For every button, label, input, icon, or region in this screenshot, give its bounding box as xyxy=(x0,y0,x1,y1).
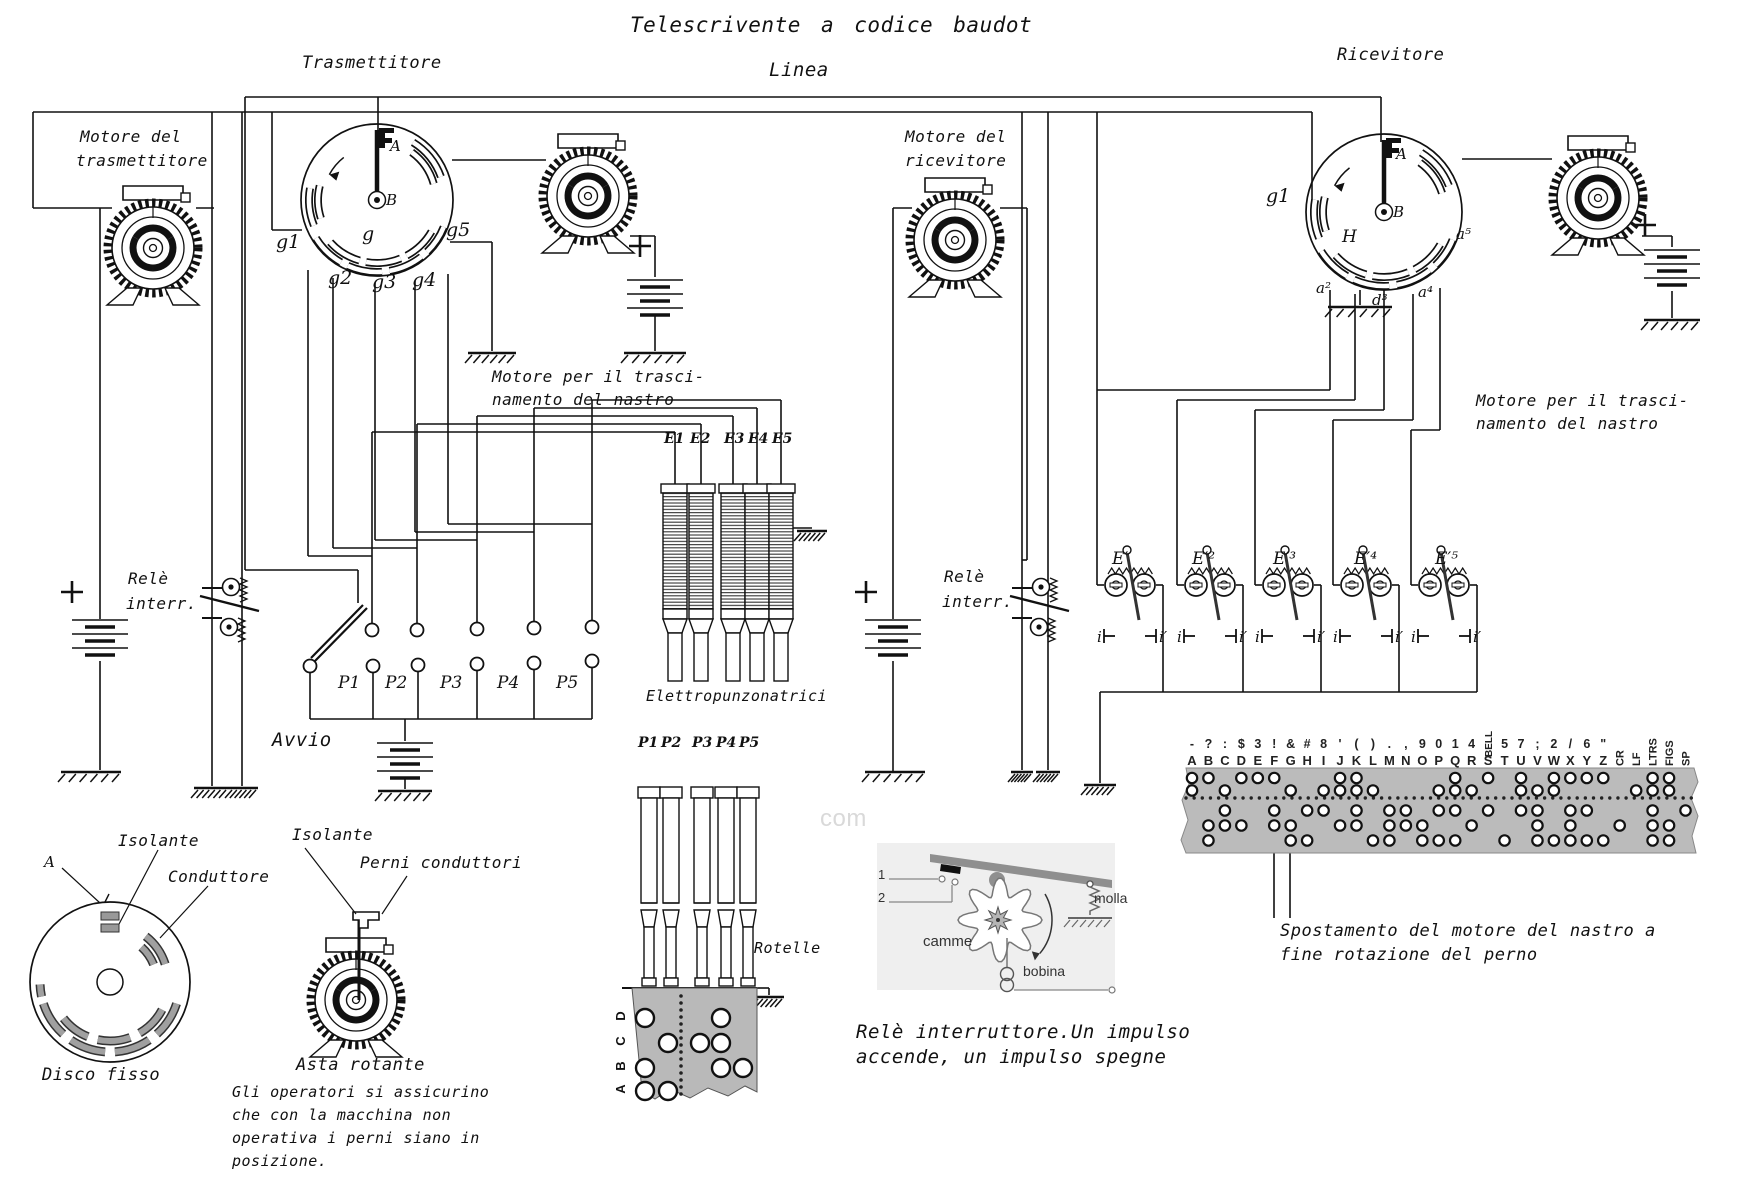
tape-char-label: N xyxy=(1401,753,1411,768)
tape-hole xyxy=(1582,805,1592,815)
rx-disc-inner-label: H xyxy=(1342,227,1357,247)
tape-hole xyxy=(1664,785,1674,795)
tx-disc-seg-g5: g5 xyxy=(446,219,471,241)
tape-hole xyxy=(1269,805,1279,815)
tape-hole xyxy=(1516,785,1526,795)
tape-hole xyxy=(1187,773,1197,783)
tape-hole xyxy=(1351,773,1361,783)
tape-hole xyxy=(1532,820,1542,830)
tape-hole xyxy=(1615,820,1625,830)
tape-char-label: F xyxy=(1270,753,1279,768)
punch-pin-icons xyxy=(622,787,759,988)
tape-fig-label: ( xyxy=(1354,737,1359,751)
solenoid-icon xyxy=(661,484,689,681)
tape-hole xyxy=(1549,773,1559,783)
ground-icon xyxy=(465,353,516,363)
punch-pin-icon xyxy=(715,787,737,986)
tx-disc-seg-g4: g4 xyxy=(412,269,437,291)
relay-contact-label-i-prime: i′ xyxy=(1317,628,1326,646)
ground-icon xyxy=(794,531,827,541)
tape-char-label: J xyxy=(1336,753,1344,768)
contact-label-p2: P2 xyxy=(385,673,408,693)
relay-contact-label-i-prime: i′ xyxy=(1159,628,1168,646)
interrupter-inset xyxy=(877,843,1115,993)
tape-char-label: M xyxy=(1383,753,1395,768)
battery-icon xyxy=(627,280,683,315)
rotating-rod-caption: Asta rotante xyxy=(296,1055,425,1075)
page-title: Telescrivente a codice baudot xyxy=(630,13,1033,37)
ground-icon xyxy=(1008,772,1033,782)
tx-tape-motor-label-1: Motore per il trasci- xyxy=(492,367,705,386)
tx-main-motor-icon xyxy=(107,186,199,305)
contact-point xyxy=(411,624,424,637)
tape-hole xyxy=(1549,785,1559,795)
solenoid-icon xyxy=(719,484,747,681)
tape-hole xyxy=(1286,785,1296,795)
rx-disc-left-label: g1 xyxy=(1266,185,1291,207)
tape-fig-label: 9 xyxy=(1418,737,1426,751)
punched-tape-block xyxy=(613,988,757,1100)
tape-hole xyxy=(1401,820,1411,830)
relay-contact-label-i-prime: i′ xyxy=(1239,628,1248,646)
rx-disc-seg-a5: a⁵ xyxy=(1456,225,1471,243)
start-contacts xyxy=(304,605,599,673)
tape-fig-label: ; xyxy=(1535,737,1540,751)
ground-icon xyxy=(58,772,121,782)
rx-motor-label-1: Motore del xyxy=(905,127,1007,146)
tx-disc-seg-g3: g3 xyxy=(372,271,397,293)
tape-char-label: D xyxy=(1236,753,1247,768)
tape-hole xyxy=(1368,785,1378,795)
tape-hole xyxy=(1598,773,1608,783)
tape-fig-label: 3 xyxy=(1254,737,1262,751)
tape-hole xyxy=(1203,835,1213,845)
tx-tape-motor-label-2: namento del nastro xyxy=(492,390,675,409)
interrupter-relay-icon xyxy=(1010,578,1069,642)
tape-fig-label: ' xyxy=(1338,737,1342,751)
fixed-disc-pointer-label: A xyxy=(44,853,55,871)
tape-note-2: fine rotazione del perno xyxy=(1280,945,1538,965)
tape-char-label: LTRS xyxy=(1647,738,1660,766)
fixed-disc-icon xyxy=(30,894,190,1062)
tape-fig-label: 0 xyxy=(1435,737,1443,751)
rx-main-motor-icon xyxy=(909,178,1001,297)
tape-hole xyxy=(1269,820,1279,830)
tape-fig-label: 2 xyxy=(1550,737,1558,751)
tape-hole xyxy=(1450,805,1460,815)
tape-char-label: C xyxy=(1220,753,1230,768)
rod-pins-label: Perni conduttori xyxy=(360,853,523,872)
tx-commutator-disc xyxy=(301,124,453,276)
tape-hole xyxy=(1532,805,1542,815)
start-label: Avvio xyxy=(272,729,332,751)
rx-relay-label-1: Relè xyxy=(944,567,985,586)
solenoid-icon xyxy=(743,484,771,681)
rx-relay-e2-label: E′² xyxy=(1192,549,1216,569)
relay-contact-label-i-prime: i′ xyxy=(1473,628,1482,646)
tape-char-label: E xyxy=(1253,753,1263,768)
tape-fig-label: - xyxy=(1189,737,1195,751)
fixed-disc-insulator-label: Isolante xyxy=(118,831,200,850)
tape-fig-label: ? xyxy=(1204,737,1213,751)
receiver-title: Ricevitore xyxy=(1337,45,1445,65)
tape-char-label: R xyxy=(1466,753,1477,768)
tape-fig-label: BELL xyxy=(1484,730,1496,757)
rx-relay-e4-label: E′⁴ xyxy=(1354,549,1378,569)
tape-fig-label: & xyxy=(1286,737,1296,751)
battery-icon xyxy=(72,620,128,655)
tx-motor-label-2: trasmettitore xyxy=(76,151,208,170)
solenoid-icons xyxy=(661,484,795,681)
tape-hole xyxy=(1384,820,1394,830)
tape-char-label: Q xyxy=(1450,753,1461,768)
tape-hole xyxy=(1565,820,1575,830)
tape-hole xyxy=(1450,785,1460,795)
tape-hole xyxy=(1318,805,1328,815)
relay-contact-label-i-prime: i′ xyxy=(1395,628,1404,646)
tape-char-label: V xyxy=(1533,753,1542,768)
tape-fig-label: 6 xyxy=(1583,737,1591,751)
tape-fig-label: " xyxy=(1600,737,1607,751)
tape-fig-label: : xyxy=(1222,737,1227,751)
transmitter-title: Trasmettitore xyxy=(302,53,442,73)
tx-disc-seg-g2: g2 xyxy=(328,267,353,289)
tape-hole xyxy=(1680,805,1690,815)
tx-motor-label-1: Motore del xyxy=(80,127,182,146)
tape-char-label: O xyxy=(1417,753,1428,768)
battery-icon xyxy=(1644,250,1700,285)
tape-char-label: P xyxy=(1434,753,1444,768)
tape-hole xyxy=(1187,785,1197,795)
rod-insulator-label: Isolante xyxy=(292,825,374,844)
tape-hole xyxy=(1401,805,1411,815)
tape-hole xyxy=(1582,773,1592,783)
ground-icon xyxy=(1081,785,1116,795)
solenoid-label-e2: E2 xyxy=(690,431,711,447)
tape-hole xyxy=(1466,820,1476,830)
tape-char-label: L xyxy=(1368,753,1377,768)
contact-point xyxy=(412,659,425,672)
tape-hole xyxy=(1203,820,1213,830)
warning-line-3: operativa i perni siano in xyxy=(232,1129,480,1147)
inset-terminal-1: 1 xyxy=(878,867,886,882)
contact-point xyxy=(528,657,541,670)
tape-char-label: K xyxy=(1351,753,1362,768)
battery-icon xyxy=(865,620,921,655)
tape-char-label: A xyxy=(1187,753,1197,768)
fixed-disc-caption: Disco fisso xyxy=(42,1065,161,1085)
interrupter-relay-icon xyxy=(200,578,259,642)
tape-hole xyxy=(1466,785,1476,795)
inset-terminal-2: 2 xyxy=(878,890,886,905)
warning-line-4: posizione. xyxy=(232,1152,328,1170)
tape-char-label: H xyxy=(1302,753,1312,768)
tape-hole xyxy=(1483,773,1493,783)
tape-hole xyxy=(1664,773,1674,783)
contact-label-p3: P3 xyxy=(440,673,463,693)
tape-hole xyxy=(1434,785,1444,795)
tape-fig-label: 7 xyxy=(1517,737,1525,751)
rx-disc-seg-a2: a² xyxy=(1316,279,1331,297)
rx-relay-unit-icon xyxy=(1097,546,1168,646)
tape-fig-label: 1 xyxy=(1451,737,1459,751)
tape-fig-label: . xyxy=(1387,737,1392,751)
fixed-disc-conductor-label: Conduttore xyxy=(168,867,270,886)
tape-char-label: SP xyxy=(1680,751,1693,766)
contact-point xyxy=(586,655,599,668)
pin-label-p4: P4 xyxy=(716,735,737,751)
contact-label-p4: P4 xyxy=(497,673,520,693)
tape-hole xyxy=(1516,805,1526,815)
interrupter-caption-2: accende, un impulso spegne xyxy=(856,1046,1167,1068)
punch-pin-icon xyxy=(638,787,660,986)
wheels-label: Rotelle xyxy=(754,939,821,957)
tape-row-letter: A xyxy=(613,1084,628,1094)
tape-hole xyxy=(1269,773,1279,783)
solenoid-icon xyxy=(767,484,795,681)
tape-char-label: Y xyxy=(1582,753,1592,768)
pin-label-p2: P2 xyxy=(661,735,682,751)
tape-hole xyxy=(1647,835,1657,845)
tape-hole xyxy=(1203,773,1213,783)
tape-row-letter: C xyxy=(613,1036,628,1046)
tape-hole xyxy=(1220,805,1230,815)
tape-hole xyxy=(1516,773,1526,783)
tape-hole xyxy=(1302,805,1312,815)
rx-relay-e3-label: E′³ xyxy=(1273,549,1297,569)
line-label: Linea xyxy=(769,59,829,81)
rx-tape-motor-icon xyxy=(1552,136,1644,255)
tape-hole xyxy=(1565,835,1575,845)
solenoid-icon xyxy=(687,484,715,681)
tape-row-letter: D xyxy=(613,1011,628,1021)
tx-tape-motor-icon xyxy=(542,134,634,253)
ground-icon xyxy=(1641,320,1700,330)
tape-hole xyxy=(1351,820,1361,830)
contact-label-p1: P1 xyxy=(338,673,361,693)
tape-hole xyxy=(1647,805,1657,815)
tape-hole xyxy=(1384,805,1394,815)
tape-char-label: LF xyxy=(1631,752,1644,766)
tape-row-letter: B xyxy=(613,1061,628,1071)
tape-hole xyxy=(1549,835,1559,845)
tape-hole xyxy=(1236,773,1246,783)
tape-char-label: T xyxy=(1500,753,1509,768)
warning-line-1: Gli operatori si assicurino xyxy=(232,1083,490,1101)
tape-char-label: W xyxy=(1547,753,1561,768)
relay-contact-label-i: i xyxy=(1333,628,1338,646)
tape-hole xyxy=(1417,835,1427,845)
tape-fig-label: , xyxy=(1404,737,1408,751)
tape-fig-label: ) xyxy=(1370,737,1376,751)
solenoid-label-e1: E1 xyxy=(664,431,685,447)
tape-char-label: B xyxy=(1203,753,1214,768)
tape-hole xyxy=(1664,820,1674,830)
ground-icon xyxy=(1033,772,1060,782)
warning-line-2: che con la macchina non xyxy=(232,1106,452,1124)
rx-disc-arm-label: A xyxy=(1396,145,1407,163)
tape-hole xyxy=(1565,773,1575,783)
tape-hole xyxy=(1647,820,1657,830)
ground-icon xyxy=(621,353,686,363)
contact-point xyxy=(586,621,599,634)
pin-label-p3: P3 xyxy=(692,735,713,751)
tape-hole xyxy=(1384,835,1394,845)
tape-hole xyxy=(1286,835,1296,845)
tape-hole xyxy=(1647,773,1657,783)
relay-contact-label-i: i xyxy=(1097,628,1102,646)
tape-hole xyxy=(1499,835,1509,845)
tx-disc-ring-label: g xyxy=(362,223,375,245)
rx-relay-e5-label: E′⁵ xyxy=(1435,549,1459,569)
rx-relay-label-2: interr. xyxy=(942,592,1013,611)
tx-relay-label-2: interr. xyxy=(126,594,197,613)
rx-disc-brush-label: B xyxy=(1393,203,1405,221)
rx-disc-seg-d3: d³ xyxy=(1372,291,1388,309)
cam-label: camme xyxy=(923,933,973,950)
tape-hole xyxy=(1450,835,1460,845)
tape-hole xyxy=(1335,773,1345,783)
tape-hole xyxy=(1236,820,1246,830)
tape-hole xyxy=(1335,820,1345,830)
ground-icon xyxy=(375,791,432,801)
tape-hole xyxy=(1483,805,1493,815)
contact-label-p5: P5 xyxy=(556,673,579,693)
contact-point xyxy=(366,624,379,637)
tape-char-label: I xyxy=(1321,753,1326,768)
contact-point xyxy=(304,660,317,673)
tape-hole xyxy=(1647,785,1657,795)
solenoid-label-e5: E5 xyxy=(772,431,793,447)
tape-hole xyxy=(1434,835,1444,845)
tape-hole xyxy=(1302,835,1312,845)
watermark: com xyxy=(820,805,867,832)
tape-fig-label: 8 xyxy=(1320,737,1328,751)
tape-hole xyxy=(1351,805,1361,815)
pin-label-p1: P1 xyxy=(638,735,659,751)
pin-label-p5: P5 xyxy=(739,735,760,751)
solenoids-caption: Elettropunzonatrici xyxy=(646,687,828,705)
tape-hole xyxy=(1318,785,1328,795)
tape-hole xyxy=(1417,820,1427,830)
tape-hole xyxy=(1220,820,1230,830)
coil-label: bobina xyxy=(1023,963,1066,979)
tx-disc-brush-label: B xyxy=(386,191,398,209)
tape-char-label: FIGS xyxy=(1664,740,1677,766)
tape-hole xyxy=(1631,785,1641,795)
rotating-rod-motor-icon xyxy=(310,938,402,1057)
tape-fig-label: ! xyxy=(1272,737,1277,751)
contact-point xyxy=(528,622,541,635)
relay-contact-label-i: i xyxy=(1177,628,1182,646)
interrupter-caption-1: Relè interruttore.Un impulso xyxy=(856,1021,1191,1043)
tape-char-label: G xyxy=(1285,753,1296,768)
battery-icons xyxy=(72,250,1700,778)
tape-char-label: U xyxy=(1516,753,1526,768)
rx-tape-motor-label-2: namento del nastro xyxy=(1476,414,1659,433)
relay-contact-label-i: i xyxy=(1255,628,1260,646)
tape-char-label: CR xyxy=(1614,750,1627,766)
battery-icon xyxy=(377,743,433,778)
rx-relay-e1-label: E′ xyxy=(1112,549,1129,569)
tape-hole xyxy=(1664,835,1674,845)
plus-sign xyxy=(855,581,877,603)
baudot-tape-chart xyxy=(1181,731,1698,853)
rx-disc-seg-a4: a⁴ xyxy=(1418,283,1433,301)
tape-hole xyxy=(1434,805,1444,815)
tx-relay-label-1: Relè xyxy=(128,569,169,588)
tape-note-1: Spostamento del motore del nastro a xyxy=(1280,921,1656,941)
tape-char-label: X xyxy=(1566,753,1575,768)
rx-tape-motor-label-1: Motore per il trasci- xyxy=(1476,391,1689,410)
contact-point xyxy=(367,660,380,673)
tape-fig-label: 5 xyxy=(1501,737,1509,751)
tape-fig-label: / xyxy=(1568,737,1573,751)
plus-sign xyxy=(61,581,83,603)
tape-hole xyxy=(1368,835,1378,845)
tape-hole xyxy=(1335,785,1345,795)
tape-hole xyxy=(1450,773,1460,783)
contact-point xyxy=(471,658,484,671)
relay-contact-label-i: i xyxy=(1411,628,1416,646)
solenoid-label-e4: E4 xyxy=(748,431,769,447)
solenoid-label-e3: E3 xyxy=(724,431,745,447)
contact-point xyxy=(471,623,484,636)
tape-hole xyxy=(1532,785,1542,795)
tape-fig-label: 4 xyxy=(1468,737,1476,751)
tape-char-label: Z xyxy=(1599,753,1608,768)
tape-hole xyxy=(1351,785,1361,795)
tape-hole xyxy=(1565,805,1575,815)
ground-icon xyxy=(862,772,925,782)
tape-fig-label: # xyxy=(1303,737,1311,751)
tape-hole xyxy=(1532,835,1542,845)
spring-label: molla xyxy=(1094,890,1128,906)
punch-pin-icon xyxy=(660,787,682,986)
ground-icon xyxy=(191,788,228,798)
rx-motor-label-2: ricevitore xyxy=(905,151,1007,170)
tape-hole xyxy=(1253,773,1263,783)
tape-hole xyxy=(1220,785,1230,795)
ground-icon xyxy=(225,788,258,798)
punch-pin-icon xyxy=(691,787,713,986)
tape-hole xyxy=(1598,835,1608,845)
tx-disc-arm-label: A xyxy=(390,137,401,155)
tape-hole xyxy=(1286,820,1296,830)
tape-hole xyxy=(1582,835,1592,845)
tape-fig-label: $ xyxy=(1237,737,1245,751)
tape-char-label: S xyxy=(1483,753,1493,768)
tx-disc-seg-g1: g1 xyxy=(276,231,301,253)
rx-commutator-disc xyxy=(1306,134,1462,290)
